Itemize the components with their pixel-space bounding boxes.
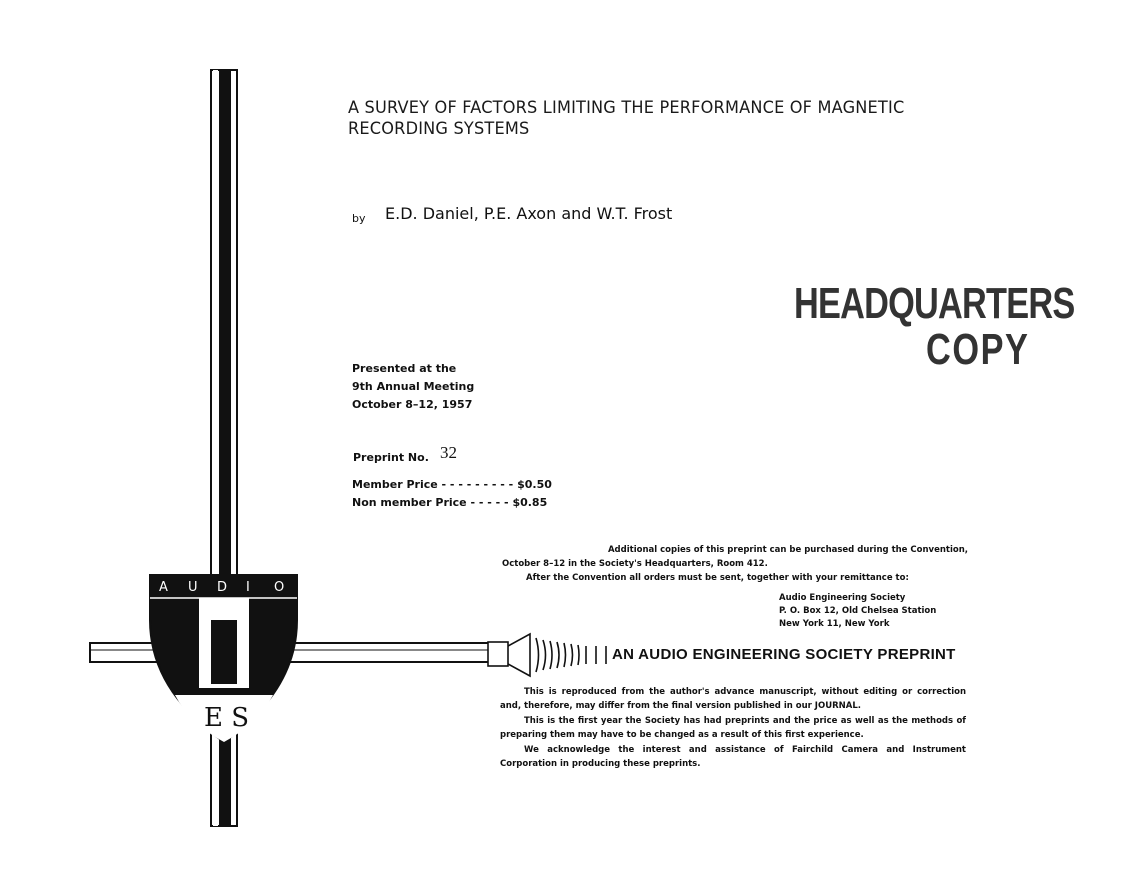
logo-letter-u: U bbox=[188, 580, 198, 595]
logo-letter-o: O bbox=[274, 580, 285, 595]
presented-block bbox=[352, 360, 474, 414]
note-paragraph-3 bbox=[500, 743, 966, 772]
additional-copies bbox=[502, 543, 968, 585]
address-line-2: P. O. Box 12, Old Chelsea Station bbox=[779, 606, 937, 616]
notes-block bbox=[500, 685, 966, 771]
preprint-number: 32 bbox=[440, 443, 457, 462]
address-line-1: Audio Engineering Society bbox=[779, 593, 906, 603]
logo-letter-a: A bbox=[159, 580, 168, 595]
additional-line-2: October 8–12 in the Society's Headquarters, Room 412. bbox=[502, 559, 768, 569]
additional-line-3: After the Convention all orders must be sent, together with your remittance to: bbox=[526, 573, 909, 583]
stamp-copy: COPY bbox=[926, 325, 1030, 374]
price-list bbox=[352, 476, 552, 512]
title-line-2: RECORDING SYSTEMS bbox=[348, 119, 530, 139]
presented-line-2: 9th Annual Meeting bbox=[352, 380, 475, 393]
stamp-headquarters: HEADQUARTERS bbox=[794, 279, 1075, 328]
address-line-3: New York 11, New York bbox=[779, 619, 890, 629]
member-price: Member Price - - - - - - - - - $0.50 bbox=[352, 478, 552, 491]
preprint-banner: AN AUDIO ENGINEERING SOCIETY PREPRINT bbox=[612, 646, 956, 663]
logo-letter-d: D bbox=[217, 580, 228, 595]
title-line-1: A SURVEY OF FACTORS LIMITING THE PERFORMANCE OF MAGNETIC bbox=[348, 98, 905, 118]
note-3-text: We acknowledge the interest and assistance of Fairchild Camera and Instrument Corporation in producing these preprints. bbox=[500, 744, 966, 770]
paper-title bbox=[348, 98, 904, 140]
note-paragraph-1 bbox=[500, 685, 966, 714]
nonmember-price: Non member Price - - - - - $0.85 bbox=[352, 496, 548, 509]
logo-shield bbox=[150, 575, 297, 742]
speaker-horn-icon bbox=[488, 634, 606, 676]
mailing-address bbox=[779, 592, 936, 631]
preprint-label: Preprint No. bbox=[353, 451, 429, 464]
note-2-text: This is the first year the Society has had preprints and the price as well as the methods of preparing them may have to be changed as a result of this first experience. bbox=[500, 715, 966, 741]
note-paragraph-2 bbox=[500, 714, 966, 743]
note-1-text: This is reproduced from the author's advance manuscript, without editing or correction and, therefore, may differ from the final version published in our JOURNAL. bbox=[500, 687, 966, 712]
by-label: by bbox=[352, 212, 366, 225]
authors: E.D. Daniel, P.E. Axon and W.T. Frost bbox=[385, 204, 673, 223]
presented-line-3: October 8–12, 1957 bbox=[352, 398, 473, 411]
presented-line-1: Presented at the bbox=[352, 362, 457, 375]
additional-line-1: Additional copies of this preprint can be purchased during the Convention, bbox=[607, 545, 968, 555]
logo-letter-i: I bbox=[246, 580, 250, 595]
logo-es-letters: E S bbox=[204, 703, 250, 733]
